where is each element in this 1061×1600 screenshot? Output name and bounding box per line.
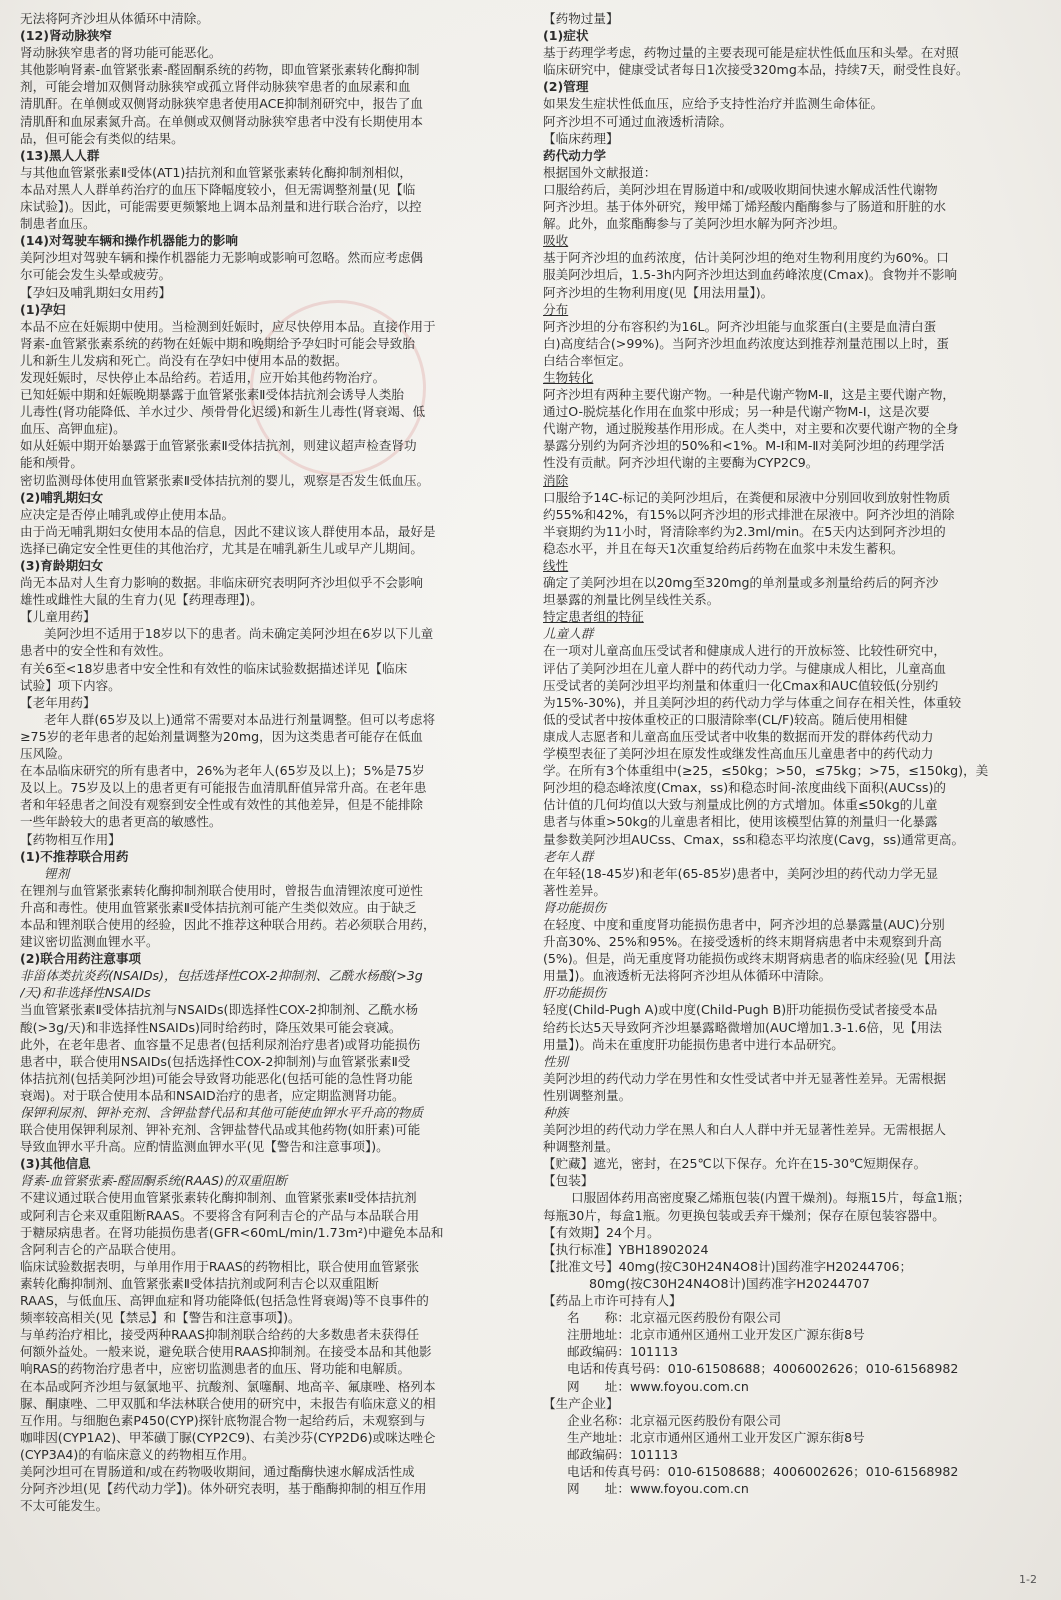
right-column-line: 基于阿齐沙坦的血药浓度，估计美阿沙坦的绝对生物利用度约为60%。口 [543, 250, 949, 266]
right-column-line: 阿齐沙坦。基于体外研究，羧甲烯丁烯羟酸内酯酶参与了肠道和肝脏的水 [543, 199, 946, 215]
left-column-line: 床试验】)。因此，可能需要更频繁地上调本品剂量和进行联合治疗，以控 [20, 199, 422, 215]
right-column-line: 【药物过量】 [543, 11, 619, 26]
right-column-line: 【贮藏】遮光，密封，在25℃以下保存。允许在15-30℃短期保存。 [543, 1156, 927, 1172]
right-column-line: 给药长达5天导致阿齐沙坦暴露略微增加(AUC增加1.3-1.6倍，见【用法 [543, 1019, 942, 1035]
left-column-line: 儿毒性(肾功能降低、羊水过少、颅骨骨化迟缓)和新生儿毒性(肾衰竭、低 [20, 404, 426, 420]
right-column-line: 每瓶30片，每盒1瓶。勿更换包装或丢弃干燥剂；保存在原包装容器中。 [543, 1207, 945, 1223]
left-column-line: 肾动脉狭窄患者的肾功能可能恶化。 [20, 45, 222, 61]
left-column-line: 尔可能会发生头晕或疲劳。 [20, 267, 172, 283]
right-column-line: 升高30%、25%和95%。在接受透析的终末期肾病患者中未观察到升高 [543, 934, 942, 950]
left-column-line: 锂剂 [44, 865, 70, 881]
page-number: 1-2 [1019, 1573, 1037, 1586]
left-column-line: 试验】项下内容。 [20, 677, 121, 693]
left-column-line: 在锂剂与血管紧张素转化酶抑制剂联合使用时，曾报告血清锂浓度可逆性 [20, 882, 423, 898]
right-column-line: 用量】)。尚未在重度肝功能损伤患者中进行本品研究。 [543, 1036, 844, 1052]
right-column-line: 电话和传真号码：010-61508688；4006002626；010-61568982 [567, 1361, 959, 1377]
right-column-line: 通过O-脱烷基化作用在血浆中形成；另一种是代谢产物M-Ⅰ，这是次要 [543, 404, 930, 420]
right-column-line: 为15%-30%)，并且美阿沙坦的药代动力学与体重之间存在相关性，体重较 [543, 694, 962, 710]
left-column-line: (3)育龄期妇女 [20, 558, 104, 573]
left-column-line: 升高和毒性。使用血管紧张素Ⅱ受体拮抗剂可能产生类似效应。由于缺乏 [20, 899, 417, 915]
right-column-line: 儿童人群 [543, 626, 594, 642]
right-column-line: 估计值的几何均值以大致与剂量成比例的方式增加。体重≤50kg的儿童 [543, 797, 938, 813]
right-column-line: 药代动力学 [543, 147, 606, 163]
right-column-line: 网 址：www.foyou.com.cn [567, 1378, 749, 1394]
right-column-line: 稳态水平，并且在每天1次重复给药后药物在血浆中未发生蓄积。 [543, 540, 904, 556]
right-column-line: 压受试者的美阿沙坦平均剂量和体重归一化Cmax和AUC值较低(分别约 [543, 677, 939, 693]
left-column-line: (CYP3A4)的有临床意义的药物相互作用。 [20, 1446, 255, 1462]
left-column-line: 与单药治疗相比，接受两种RAAS抑制剂联合给药的大多数患者未获得任 [20, 1327, 420, 1343]
left-column-line: 者和年轻患者之间没有观察到安全性或有效性的其他差异，但是不能排除 [20, 797, 423, 813]
right-column-line: 种族 [543, 1105, 569, 1120]
right-column-line: 邮政编码：101113 [567, 1344, 679, 1360]
right-column-line: (1)症状 [543, 28, 589, 44]
right-column-line: 著性差异。 [543, 882, 606, 898]
left-column-line: 【孕妇及哺乳期妇女用药】 [20, 284, 172, 300]
left-column-line: 患者中的安全性和有效性。 [20, 643, 172, 659]
right-column-line: 生产地址：北京市通州区通州工业开发区广源东街8号 [567, 1429, 865, 1445]
right-column-line: 吸收 [543, 233, 569, 249]
left-column-line: 尚无本品对人生育力影响的数据。非临床研究表明阿齐沙坦似乎不会影响 [20, 575, 423, 591]
right-column-line: 网 址：www.foyou.com.cn [567, 1481, 749, 1497]
left-column-line: (14)对驾驶车辆和操作机器能力的影响 [20, 233, 238, 249]
right-column-line: 性没有贡献。阿齐沙坦代谢的主要酶为CYP2C9。 [543, 455, 819, 471]
left-column-line: 清肌酐和血尿素氮升高。在单侧或双侧肾动脉狭窄患者中没有长期使用本 [20, 113, 423, 129]
left-column-line: 应决定是否停止哺乳或停止使用本品。 [20, 506, 235, 522]
right-column-line: 【临床药理】 [543, 130, 619, 146]
left-column-line: RAAS，与低血压、高钾血症和肾功能降低(包括急性肾衰竭)等不良事件的 [20, 1293, 429, 1309]
right-column-line: 解。此外，血浆酯酶参与了美阿沙坦水解为阿齐沙坦。 [543, 216, 846, 232]
right-column-line: 低的受试者中按体重校正的口服清除率(CL/F)较高。随后使用相健 [543, 711, 908, 727]
right-column-line: 阿齐沙坦的分布容积约为16L。阿齐沙坦能与血浆蛋白(主要是血清白蛋 [543, 318, 937, 334]
left-column-line: 脲、酮康唑、二甲双胍和华法林联合使用的研究中，未报告有临床意义的相 [20, 1395, 436, 1411]
left-column-line: 或阿利吉仑来双重阻断RAAS。不要将含有阿利吉仑的产品与本品联合用 [20, 1207, 420, 1223]
right-column-line: 学模型表征了美阿沙坦在原发性或继发性高血压儿童患者中的药代动力 [543, 746, 934, 762]
right-column-line: 性别调整剂量。 [543, 1087, 632, 1103]
left-column-line: 响RAS的药物治疗患者中，应密切监测患者的血压、肾功能和电解质。 [20, 1361, 411, 1377]
left-column-line: 何额外益处。一般来说，避免联合使用RAAS抑制剂。在接受本品和其他影 [20, 1344, 432, 1360]
left-column-line: 分阿齐沙坦(见【药代动力学】)。体外研究表明，基于酯酶抑制的相互作用 [20, 1481, 427, 1497]
left-column-line: 患者中，联合使用NSAIDs(包括选择性COX-2抑制剂)与血管紧张素Ⅱ受 [20, 1053, 411, 1069]
left-column-line: /天)和非选择性NSAIDs [20, 985, 151, 1001]
right-column-line: 特定患者组的特征 [543, 609, 644, 625]
left-column-line: 咖啡因(CYP1A2)、甲苯磺丁脲(CYP2C9)、右美沙芬(CYP2D6)或咪达唑仑 [20, 1429, 436, 1445]
left-column-line: 频率较高相关(见【禁忌】和【警告和注意事项】)。 [20, 1310, 301, 1326]
left-column-line: (1)不推荐联合用药 [20, 848, 129, 864]
left-column-line: 当血管紧张素Ⅱ受体拮抗剂与NSAIDs(即选择性COX-2抑制剂、乙酰水杨 [20, 1002, 419, 1018]
right-column-line: 量参数美阿沙坦AUCss、Cmax，ss和稳态平均浓度(Cavg，ss)通常更高。 [543, 831, 965, 847]
right-column-line: 阿齐沙坦不可通过血液透析清除。 [543, 113, 732, 129]
right-column-line: 阿齐沙坦有两种主要代谢产物。一种是代谢产物M-Ⅱ，这是主要代谢产物， [543, 387, 956, 403]
right-column-line: 评估了美阿沙坦在儿童人群中的药代动力学。与健康成人相比，儿童高血 [543, 660, 946, 676]
right-column-line: 根据国外文献报道： [543, 164, 657, 180]
left-column-line: 建议密切监测血锂水平。 [20, 934, 159, 950]
right-column-line: 消除 [543, 472, 569, 488]
right-column-line: (2)管理 [543, 79, 589, 95]
right-column-line: 坦暴露的剂量比例呈线性关系。 [543, 592, 720, 608]
right-column-line: 80mg(按C30H24N4O8计)国药准字H20244707 [589, 1275, 870, 1291]
left-column-line: 品，但可能会有类似的结果。 [20, 130, 184, 146]
left-column-line: 联合使用保钾利尿剂、钾补充剂、含钾盐替代品或其他药物(如肝素)可能 [20, 1122, 421, 1138]
left-column-line: 一些年龄较大的患者更高的敏感性。 [20, 814, 222, 830]
left-column-line: 与其他血管紧张素Ⅱ受体(AT1)拮抗剂和血管紧张素转化酶抑制剂相似， [20, 164, 412, 180]
right-column-line: 约55%和42%，有15%以阿齐沙坦的形式排泄在尿液中。阿齐沙坦的消除 [543, 506, 955, 522]
right-column-line: 在年轻(18-45岁)和老年(65-85岁)患者中，美阿沙坦的药代动力学无显 [543, 865, 939, 881]
right-column-line: 口服给药后，美阿沙坦在胃肠道中和/或吸收期间快速水解成活性代谢物 [543, 181, 938, 197]
left-column-line: (2)哺乳期妇女 [20, 489, 104, 505]
right-column-line: (5%)。但是，尚无重度肾功能损伤或终末期肾病患者的临床经验(见【用法 [543, 951, 956, 967]
left-column-line: 密切监测母体使用血管紧张素Ⅱ受体拮抗剂的婴儿，观察是否发生低血压。 [20, 472, 430, 488]
right-column-line: 患者与体重>50kg的儿童患者相比，使用该模型估算的剂量归一化暴露 [543, 814, 938, 830]
right-column-line: 暴露分别约为阿齐沙坦的50%和<1%。M-Ⅰ和M-Ⅱ对美阿沙坦的药理学活 [543, 438, 945, 454]
left-column-line: 【老年用药】 [20, 694, 96, 710]
left-column-line: 已知妊娠中期和妊娠晚期暴露于血管紧张素Ⅱ受体拮抗剂会诱导人类胎 [20, 387, 405, 403]
left-column-line: 本品和锂剂联合使用的经验，因此不推荐这种联合用药。若必须联合用药， [20, 916, 436, 932]
left-column-line: 保钾利尿剂、钾补充剂、含钾盐替代品和其他可能使血钾水平升高的物质 [20, 1105, 423, 1120]
right-column-line: 【有效期】24个月。 [543, 1224, 660, 1240]
right-column-line: 口服固体药用高密度聚乙烯瓶包装(内置干燥剂)。每瓶15片，每盒1瓶； [571, 1190, 971, 1206]
right-column-line: 企业名称：北京福元医药股份有限公司 [567, 1412, 782, 1428]
left-column-line: 美阿沙坦可在胃肠道和/或在药物吸收期间，通过酯酶快速水解成活性成 [20, 1463, 415, 1479]
left-column-line: 美阿沙坦不适用于18岁以下的患者。尚未确定美阿沙坦在6岁以下儿童 [44, 626, 434, 642]
right-column-line: 在轻度、中度和重度肾功能损伤患者中，阿齐沙坦的总暴露量(AUC)分别 [543, 916, 945, 932]
left-column-line: 雄性或雌性大鼠的生育力(见【药理毒理】)。 [20, 592, 263, 608]
left-column-line: ≥75岁的老年患者的起始剂量调整为20mg，因为这类患者可能存在低血 [20, 728, 423, 744]
left-column-line: 美阿沙坦对驾驶车辆和操作机器能力无影响或影响可忽略。然而应考虑偶 [20, 250, 423, 266]
right-column-line: 肾功能损伤 [543, 899, 606, 915]
left-column-line: 血压、高钾血症)。 [20, 421, 126, 437]
right-column-line: 线性 [543, 558, 569, 573]
left-column-line: 肾素-血管紧张素-醛固酮系统(RAAS)的双重阻断 [20, 1173, 287, 1189]
right-column-line: 学。在所有3个体重组中(≥25，≤50kg；>50，≤75kg；>75，≤150kg)，美 [543, 763, 989, 779]
left-column-line: 本品不应在妊娠期中使用。当检测到妊娠时，应尽快停用本品。直接作用于 [20, 318, 436, 334]
right-column-line: 美阿沙坦的药代动力学在男性和女性受试者中并无显著性差异。无需根据 [543, 1070, 946, 1086]
left-column-line: 素转化酶抑制剂、血管紧张素Ⅱ受体拮抗剂或阿利吉仑以双重阻断 [20, 1275, 379, 1291]
right-column-line: 轻度(Child-Pugh A)或中度(Child-Pugh B)肝功能损伤受试者接受本品 [543, 1002, 938, 1018]
right-column-line: 白结合率恒定。 [543, 352, 632, 368]
left-column-line: 临床试验数据表明，与单用作用于RAAS的药物相比，联合使用血管紧张 [20, 1258, 420, 1274]
left-column-line: 导致血钾水平升高。应酌情监测血钾水平(见【警告和注意事项】)。 [20, 1139, 389, 1155]
left-column-line: 压风险。 [20, 746, 71, 762]
right-column-line: 注册地址：北京市通州区通州工业开发区广源东街8号 [567, 1327, 865, 1343]
left-column-line: 【儿童用药】 [20, 609, 96, 625]
left-column-line: 含阿利吉仑的产品联合使用。 [20, 1241, 184, 1257]
left-column-line: 无法将阿齐沙坦从体循环中清除。 [20, 11, 209, 26]
left-column-line: (1)孕妇 [20, 301, 66, 317]
right-column-line: 性别 [543, 1053, 569, 1069]
right-column-line: 如果发生症状性低血压，应给予支持性治疗并监测生命体征。 [543, 96, 884, 112]
left-column-line: (13)黑人人群 [20, 147, 100, 163]
right-column-line: 白)高度结合(>99%)。当阿齐沙坦血药浓度达到推荐剂量范围以上时，蛋 [543, 335, 949, 351]
left-column-line: 衰竭)。对于联合使用本品和NSAID治疗的患者，应定期监测肾功能。 [20, 1087, 405, 1103]
right-column-line: 【批准文号】40mg(按C30H24N4O8计)国药准字H20244706； [543, 1258, 913, 1274]
right-column-line: 临床研究中，健康受试者每日1次接受320mg本品，持续7天，耐受性良好。 [543, 62, 969, 78]
left-column-line: 【药物相互作用】 [20, 831, 121, 847]
left-column-line: (2)联合用药注意事项 [20, 951, 142, 967]
left-column-line: 如从妊娠中期开始暴露于血管紧张素Ⅱ受体拮抗剂，则建议超声检查肾功 [20, 438, 417, 454]
right-column-line: 在一项对儿童高血压受试者和健康成人进行的开放标签、比较性研究中， [543, 643, 946, 659]
left-column-line: 此外，在老年患者、血容量不足患者(包括利尿剂治疗患者)或肾功能损伤 [20, 1036, 421, 1052]
right-column-line: 代谢产物，通过脱羧基作用形成。在人类中，对主要和次要代谢产物的全身 [543, 421, 959, 437]
left-column-line: (12)肾动脉狭窄 [20, 28, 113, 44]
right-column-line: 【药品上市许可持有人】 [543, 1293, 682, 1309]
left-column-line: 发现妊娠时，尽快停止本品给药。若适用，应开始其他药物治疗。 [20, 369, 386, 385]
left-column-line: 不建议通过联合使用血管紧张素转化酶抑制剂、血管紧张素Ⅱ受体拮抗剂 [20, 1190, 417, 1206]
right-column-line: 【生产企业】 [543, 1395, 619, 1411]
left-column-line: 在本品临床研究的所有患者中，26%为老年人(65岁及以上)；5%是75岁 [20, 763, 425, 779]
left-column-line: 肾素-血管紧张素系统的药物在妊娠中期和晚期给予孕妇时可能会导致胎 [20, 335, 415, 351]
left-column-line: 清肌酐。在单侧或双侧肾动脉狭窄患者使用ACE抑制剂研究中，报告了血 [20, 96, 423, 112]
right-column-line: 老年人群 [543, 848, 594, 864]
left-column-line: 儿和新生儿发病和死亡。尚没有在孕妇中使用本品的数据。 [20, 352, 348, 368]
left-column-line: 及以上。75岁及以上的患者更有可能报告血清肌酐值异常升高。在老年患 [20, 780, 427, 796]
left-column [20, 10, 514, 1514]
left-column-line: 体拮抗剂(包括美阿沙坦)可能会导致肾功能恶化(包括可能的急性肾功能 [20, 1070, 413, 1086]
left-column-line: (3)其他信息 [20, 1156, 91, 1172]
right-column-line: 用量】)。血液透析无法将阿齐沙坦从体循环中清除。 [543, 968, 832, 984]
right-column-line: 名 称：北京福元医药股份有限公司 [567, 1310, 782, 1326]
left-column-line: 有关6至<18岁患者中安全性和有效性的临床试验数据描述详见【临床 [20, 660, 408, 676]
right-column-line: 种调整剂量。 [543, 1139, 619, 1155]
right-column-line: 阿沙坦的稳态峰浓度(Cmax，ss)和稳态时间-浓度曲线下面积(AUCss)的 [543, 780, 946, 796]
right-column-line: 确定了美阿沙坦在以20mg至320mg的单剂量或多剂量给药后的阿齐沙 [543, 575, 939, 591]
left-column-line: 其他影响肾素-血管紧张素-醛固酮系统的药物，即血管紧张素转化酶抑制 [20, 62, 420, 78]
right-column-line: 口服给予14C-标记的美阿沙坦后，在粪便和尿液中分别回收到放射性物质 [543, 489, 951, 505]
left-column-line: 不太可能发生。 [20, 1498, 109, 1514]
left-column-line: 酸(>3g/天)和非选择性NSAIDs)同时给药时，降压效果可能会衰减。 [20, 1019, 402, 1035]
right-column-line: 基于药理学考虑，药物过量的主要表现可能是症状性低血压和头晕。在对照 [543, 45, 959, 61]
right-column-line: 康成人志愿者和儿童高血压受试者中收集的数据而开发的群体药代动力 [543, 728, 934, 744]
right-column-line: 肝功能损伤 [543, 985, 606, 1001]
left-column-line: 能和颅骨。 [20, 455, 83, 471]
left-column-line: 本品对黑人人群单药治疗的血压下降幅度较小，但无需调整剂量(见【临 [20, 181, 416, 197]
left-column-line: 在本品或阿齐沙坦与氨氯地平、抗酸剂、氯噻酮、地高辛、氟康唑、格列本 [20, 1378, 436, 1394]
left-column-line: 由于尚无哺乳期妇女使用本品的信息，因此不建议该人群使用本品，最好是 [20, 523, 436, 539]
right-column-line: 分布 [543, 301, 569, 317]
right-column-line: 服美阿沙坦后，1.5-3h内阿齐沙坦达到血药峰浓度(Cmax)。食物并不影响 [543, 267, 958, 283]
left-column-line: 非甾体类抗炎药(NSAIDs)，包括选择性COX-2抑制剂、乙酰水杨酸(>3g [20, 968, 423, 984]
left-column-line: 老年人群(65岁及以上)通常不需要对本品进行剂量调整。但可以考虑将 [44, 711, 436, 727]
right-column-line: 电话和传真号码：010-61508688；4006002626；010-61568982 [567, 1463, 959, 1479]
right-column [543, 10, 1033, 1497]
right-column-line: 邮政编码：101113 [567, 1446, 679, 1462]
left-column-line: 制患者血压。 [20, 216, 96, 232]
right-column-line: 半衰期约为11小时，肾清除率约为2.3ml/min。在5天内达到阿齐沙坦的 [543, 523, 946, 539]
left-column-line: 于糖尿病患者。在肾功能损伤患者(GFR<60mL/min/1.73m²)中避免本品和 [20, 1224, 444, 1240]
left-column-line: 互作用。与细胞色素P450(CYP)探针底物混合物一起给药后，未观察到与 [20, 1412, 426, 1428]
right-column-line: 生物转化 [543, 369, 594, 385]
left-column-line: 选择已确定安全性更佳的其他治疗，尤其是在哺乳新生儿或早产儿期间。 [20, 540, 423, 556]
right-column-line: 美阿沙坦的药代动力学在黑人和白人人群中并无显著性差异。无需根据人 [543, 1122, 946, 1138]
left-column-line: 剂，可能会增加双侧肾动脉狭窄或孤立肾伴动脉狭窄患者的血尿素和血 [20, 79, 411, 95]
right-column-line: 阿齐沙坦的生物利用度(见【用法用量】)。 [543, 284, 774, 300]
right-column-line: 【执行标准】YBH18902024 [543, 1241, 709, 1257]
right-column-line: 【包装】 [543, 1173, 594, 1189]
